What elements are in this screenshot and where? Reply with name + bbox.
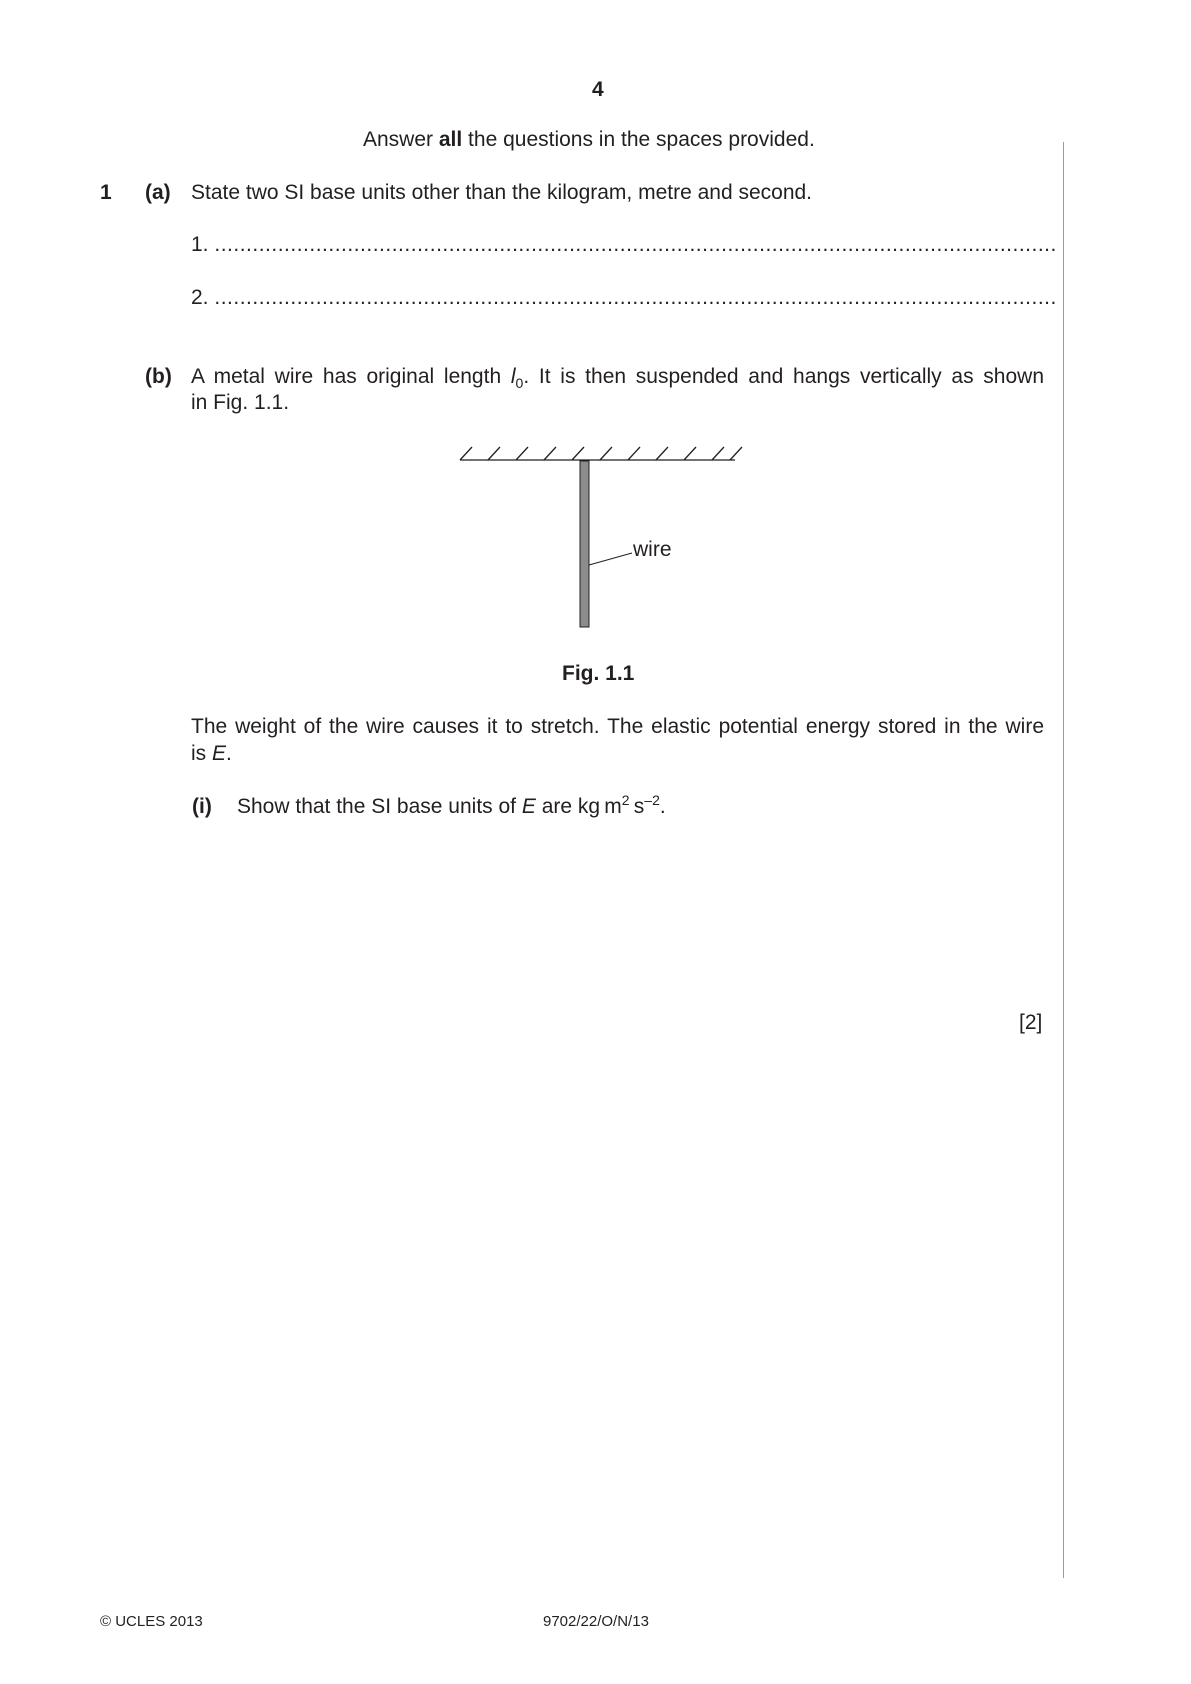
answer-margin-line (1063, 142, 1064, 1578)
superscript-minus-2: –2 (644, 792, 660, 808)
part-b-line1-pre: A metal wire has original length (191, 365, 511, 388)
hatch-mark (628, 447, 640, 460)
figure-caption: Fig. 1.1 (562, 662, 635, 685)
wire-label-leader (589, 553, 632, 565)
para-post: . (226, 742, 232, 765)
answer-dots: ..................................................................................................................................... (214, 286, 1057, 309)
sub-part-i-text (237, 792, 666, 819)
part-b-line1 (191, 365, 1044, 392)
energy-variable: E (212, 742, 227, 765)
sub-i-units-s: s (629, 795, 645, 818)
ceiling-hatching (460, 447, 742, 460)
hatch-mark (572, 447, 584, 460)
hatch-mark (730, 447, 742, 460)
figure-1-1 (440, 435, 760, 635)
hatch-mark (684, 447, 696, 460)
instruction-post: the questions in the spaces provided. (462, 128, 815, 151)
length-variable: l (510, 365, 516, 388)
hatch-mark (712, 447, 724, 460)
instruction-bold: all (438, 128, 463, 151)
sub-i-post: . (659, 795, 666, 818)
question-number: 1 (100, 181, 112, 204)
hatch-mark (516, 447, 528, 460)
part-b-paragraph-line2 (191, 742, 232, 766)
hatch-mark (656, 447, 668, 460)
para-pre: is (191, 742, 212, 765)
answer-line-number: 1. (191, 233, 209, 256)
superscript-2: 2 (621, 792, 630, 808)
hatch-mark (600, 447, 612, 460)
part-b-label: (b) (145, 365, 172, 388)
marks-allocation: [2] (1019, 1011, 1043, 1034)
wire-label: wire (633, 538, 672, 561)
instruction (363, 128, 815, 152)
part-b-line2: in Fig. 1.1. (191, 391, 290, 414)
hatch-mark (488, 447, 500, 460)
wire-rod (580, 461, 589, 627)
sub-i-pre: Show that the SI base units of (237, 795, 522, 818)
part-a-text: State two SI base units other than the kilogram, metre and second. (191, 181, 813, 204)
instruction-pre: Answer (363, 128, 439, 151)
footer-copyright: © UCLES 2013 (100, 1613, 203, 1630)
part-b-paragraph-line1: The weight of the wire causes it to stretch. The elastic potential energy stored in the wire (191, 715, 1044, 738)
answer-line-2[interactable] (191, 286, 1057, 310)
sub-i-units-kg-m: are kg m (535, 795, 622, 818)
answer-dots: ..................................................................................................................................... (214, 233, 1057, 256)
footer-paper-code: 9702/22/O/N/13 (543, 1613, 649, 1630)
page-number: 4 (592, 78, 604, 101)
part-a-label: (a) (145, 181, 171, 204)
hatch-mark (460, 447, 472, 460)
part-b-line1-post: . It is then suspended and hangs vertically as shown (523, 365, 1044, 388)
hatch-mark (544, 447, 556, 460)
answer-line-number: 2. (191, 286, 209, 309)
sub-part-i-label: (i) (192, 795, 212, 818)
energy-variable: E (521, 795, 536, 818)
length-subscript: 0 (515, 375, 524, 392)
answer-line-1[interactable] (191, 233, 1057, 257)
